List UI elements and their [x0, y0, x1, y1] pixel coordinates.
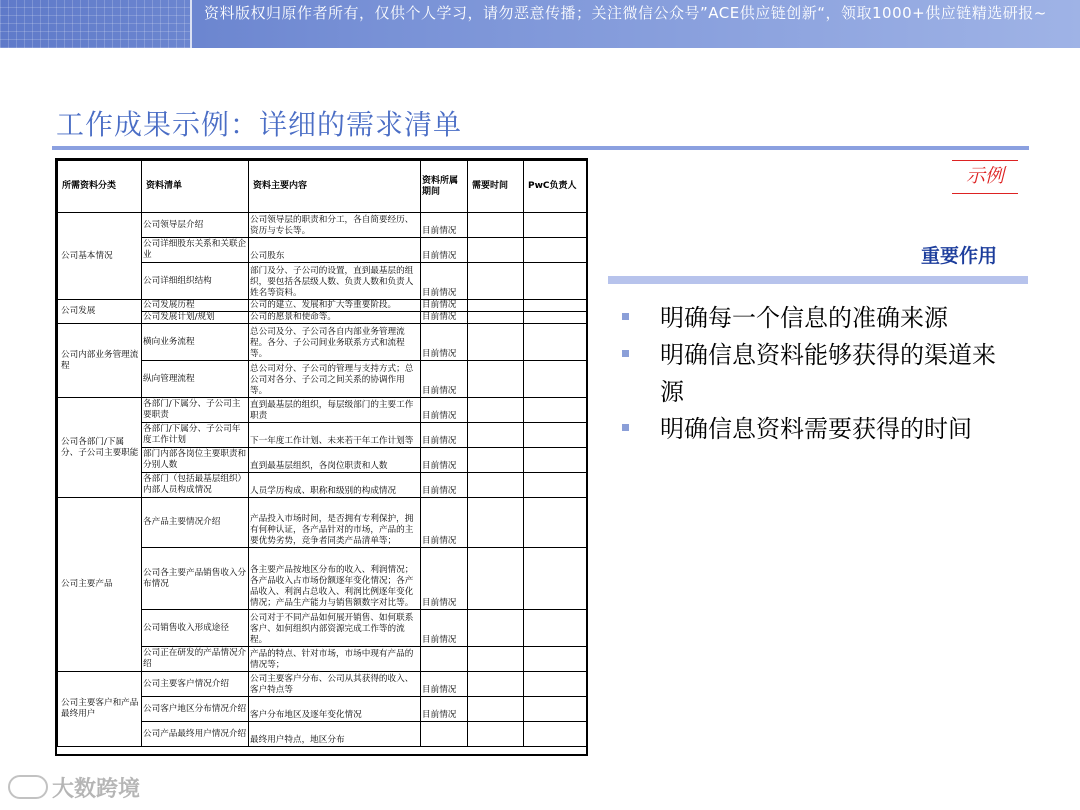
banner-pattern: [0, 0, 190, 48]
item-cell: 各部门/下属分、子公司主要职责: [142, 398, 249, 423]
watermark-text: 大数跨境: [52, 776, 141, 802]
bullet-square-icon: [622, 350, 629, 357]
content-cell: 客户分布地区及逐年变化情况: [249, 697, 421, 722]
time-cell: [468, 448, 524, 473]
time-cell: [468, 300, 524, 312]
item-cell: 公司各主要产品销售收入分布情况: [142, 548, 249, 610]
table-row: [58, 300, 587, 312]
banner-text: 资料版权归原作者所有，仅供个人学习，请勿恶意传播；关注微信公众号”ACE供应链创新“，领取1000+供应链精选研报~: [204, 4, 1047, 22]
time-cell: [468, 312, 524, 324]
item-cell: 公司产品最终用户情况介绍: [142, 722, 249, 747]
table-row: [58, 498, 587, 548]
period-cell: 目前情况: [421, 361, 468, 398]
content-cell: 产品投入市场时间，是否拥有专利保护，拥有何种认证，各产品针对的市场，产品的主要优势劣势，竞争者同类产品清单等；: [249, 498, 421, 548]
time-cell: [468, 647, 524, 672]
bullet-square-icon: [622, 424, 629, 431]
owner-cell: [524, 423, 587, 448]
time-cell: [468, 213, 524, 238]
content-cell: 总公司对分、子公司的管理与支持方式；总公司对各分、子公司之间关系的协调作用等。: [249, 361, 421, 398]
title-rule: [52, 146, 1029, 150]
table-row: [58, 398, 587, 423]
time-cell: [468, 498, 524, 548]
owner-cell: [524, 312, 587, 324]
time-cell: [468, 238, 524, 263]
table-header-row: [58, 161, 587, 213]
item-cell: 公司客户地区分布情况介绍: [142, 697, 249, 722]
item-cell: 公司发展计划/规划: [142, 312, 249, 324]
item-cell: 纵向管理流程: [142, 361, 249, 398]
period-cell: 目前情况: [421, 423, 468, 448]
bullet-item: [620, 411, 1000, 448]
category-cell: 公司发展: [58, 300, 142, 324]
content-cell: 公司领导层的职责和分工，各自简要经历、资历与专长等。: [249, 213, 421, 238]
period-cell: 目前情况: [421, 448, 468, 473]
period-cell: 目前情况: [421, 697, 468, 722]
table-row: [58, 672, 587, 697]
time-cell: [468, 548, 524, 610]
period-cell: 目前情况: [421, 498, 468, 548]
bullet-text: 明确信息资料需要获得的时间: [660, 415, 972, 443]
owner-cell: [524, 324, 587, 361]
item-cell: 公司详细组织结构: [142, 263, 249, 300]
owner-cell: [524, 398, 587, 423]
item-cell: 横向业务流程: [142, 324, 249, 361]
period-cell: 目前情况: [421, 238, 468, 263]
bullet-text: 明确信息资料能够获得的渠道来源: [660, 341, 996, 406]
content-cell: 下一年度工作计划、未来若干年工作计划等: [249, 423, 421, 448]
content-cell: 公司的愿景和使命等。: [249, 312, 421, 324]
owner-cell: [524, 263, 587, 300]
time-cell: [468, 324, 524, 361]
item-cell: 各部门（包括最基层组织）内部人员构成情况: [142, 473, 249, 498]
period-cell: 目前情况: [421, 672, 468, 697]
bullet-item: [620, 300, 1000, 337]
owner-cell: [524, 498, 587, 548]
chat-bubble-icon: [8, 775, 48, 799]
period-cell: 目前情况: [421, 398, 468, 423]
requirements-table: [55, 158, 588, 756]
category-cell: 公司各部门/下属分、子公司主要职能: [58, 398, 142, 498]
content-cell: 部门及分、子公司的设置，直到最基层的组织，要包括各层级人数、负责人数和负责人姓名等资料。: [249, 263, 421, 300]
content-cell: 公司主要客户分布、公司从其获得的收入、客户特点等: [249, 672, 421, 697]
header-time: 需要时间: [468, 161, 524, 213]
header-period: 资料所属期间: [421, 161, 468, 213]
category-cell: 公司主要产品: [58, 498, 142, 672]
important-rule: [608, 276, 1028, 284]
time-cell: [468, 263, 524, 300]
important-role-label: 重要作用: [921, 245, 998, 267]
time-cell: [468, 672, 524, 697]
item-cell: 公司销售收入形成途径: [142, 610, 249, 647]
period-cell: 目前情况: [421, 213, 468, 238]
header-owner: PwC负责人: [524, 161, 587, 213]
example-badge: 示例: [952, 160, 1018, 194]
time-cell: [468, 423, 524, 448]
period-cell: [421, 647, 468, 672]
item-cell: 公司主要客户情况介绍: [142, 672, 249, 697]
item-cell: 公司领导层介绍: [142, 213, 249, 238]
category-cell: 公司内部业务管理流程: [58, 324, 142, 398]
content-cell: 总公司及分、子公司各自内部业务管理流程。各分、子公司间业务联系方式和流程等。: [249, 324, 421, 361]
category-cell: 公司基本情况: [58, 213, 142, 300]
owner-cell: [524, 722, 587, 747]
header-content: 资料主要内容: [249, 161, 421, 213]
period-cell: 目前情况: [421, 300, 468, 312]
item-cell: 公司详细股东关系和关联企业: [142, 238, 249, 263]
bullet-square-icon: [622, 313, 629, 320]
period-cell: [421, 722, 468, 747]
time-cell: [468, 473, 524, 498]
item-cell: 各部门/下属分、子公司年度工作计划: [142, 423, 249, 448]
category-cell: 公司主要客户和产品最终用户: [58, 672, 142, 747]
watermark-logo: [8, 772, 140, 802]
owner-cell: [524, 361, 587, 398]
content-cell: 公司对于不同产品如何展开销售、如何联系客户、如何组织内部资源完成工作等的流程。: [249, 610, 421, 647]
time-cell: [468, 361, 524, 398]
content-cell: 产品的特点、针对市场，市场中现有产品的情况等；: [249, 647, 421, 672]
item-cell: 各产品主要情况介绍: [142, 498, 249, 548]
owner-cell: [524, 473, 587, 498]
owner-cell: [524, 548, 587, 610]
content-cell: 公司股东: [249, 238, 421, 263]
content-cell: 公司的建立、发展和扩大等重要阶段。: [249, 300, 421, 312]
period-cell: 目前情况: [421, 312, 468, 324]
owner-cell: [524, 213, 587, 238]
table-row: [58, 324, 587, 361]
content-cell: 各主要产品按地区分布的收入、利润情况；各产品收入占市场份额逐年变化情况；各产品收入、利润占总收入、利润比例逐年变化情况；产品生产能力与销售额数字对比等。: [249, 548, 421, 610]
owner-cell: [524, 238, 587, 263]
bullet-item: [620, 337, 1000, 411]
content-cell: 人员学历构成、职称和级别的构成情况: [249, 473, 421, 498]
time-cell: [468, 610, 524, 647]
page-title: 工作成果示例：详细的需求清单: [56, 108, 463, 141]
period-cell: 目前情况: [421, 548, 468, 610]
time-cell: [468, 398, 524, 423]
period-cell: 目前情况: [421, 473, 468, 498]
owner-cell: [524, 610, 587, 647]
table-row: [58, 213, 587, 238]
item-cell: 公司发展历程: [142, 300, 249, 312]
header-category: 所需资料分类: [58, 161, 142, 213]
owner-cell: [524, 647, 587, 672]
top-banner: [0, 0, 1080, 48]
period-cell: 目前情况: [421, 324, 468, 361]
header-item: 资料清单: [142, 161, 249, 213]
owner-cell: [524, 697, 587, 722]
period-cell: 目前情况: [421, 610, 468, 647]
time-cell: [468, 697, 524, 722]
item-cell: 部门内部各岗位主要职责和分别人数: [142, 448, 249, 473]
owner-cell: [524, 672, 587, 697]
time-cell: [468, 722, 524, 747]
content-cell: 直到最基层的组织，每层级部门的主要工作职责: [249, 398, 421, 423]
owner-cell: [524, 300, 587, 312]
banner-divider: [190, 0, 192, 48]
bullet-list: [620, 300, 1000, 448]
period-cell: 目前情况: [421, 263, 468, 300]
item-cell: 公司正在研发的产品情况介绍: [142, 647, 249, 672]
content-cell: 直到最基层组织，各岗位职责和人数: [249, 448, 421, 473]
bullet-text: 明确每一个信息的准确来源: [660, 304, 948, 332]
owner-cell: [524, 448, 587, 473]
content-cell: 最终用户特点，地区分布: [249, 722, 421, 747]
